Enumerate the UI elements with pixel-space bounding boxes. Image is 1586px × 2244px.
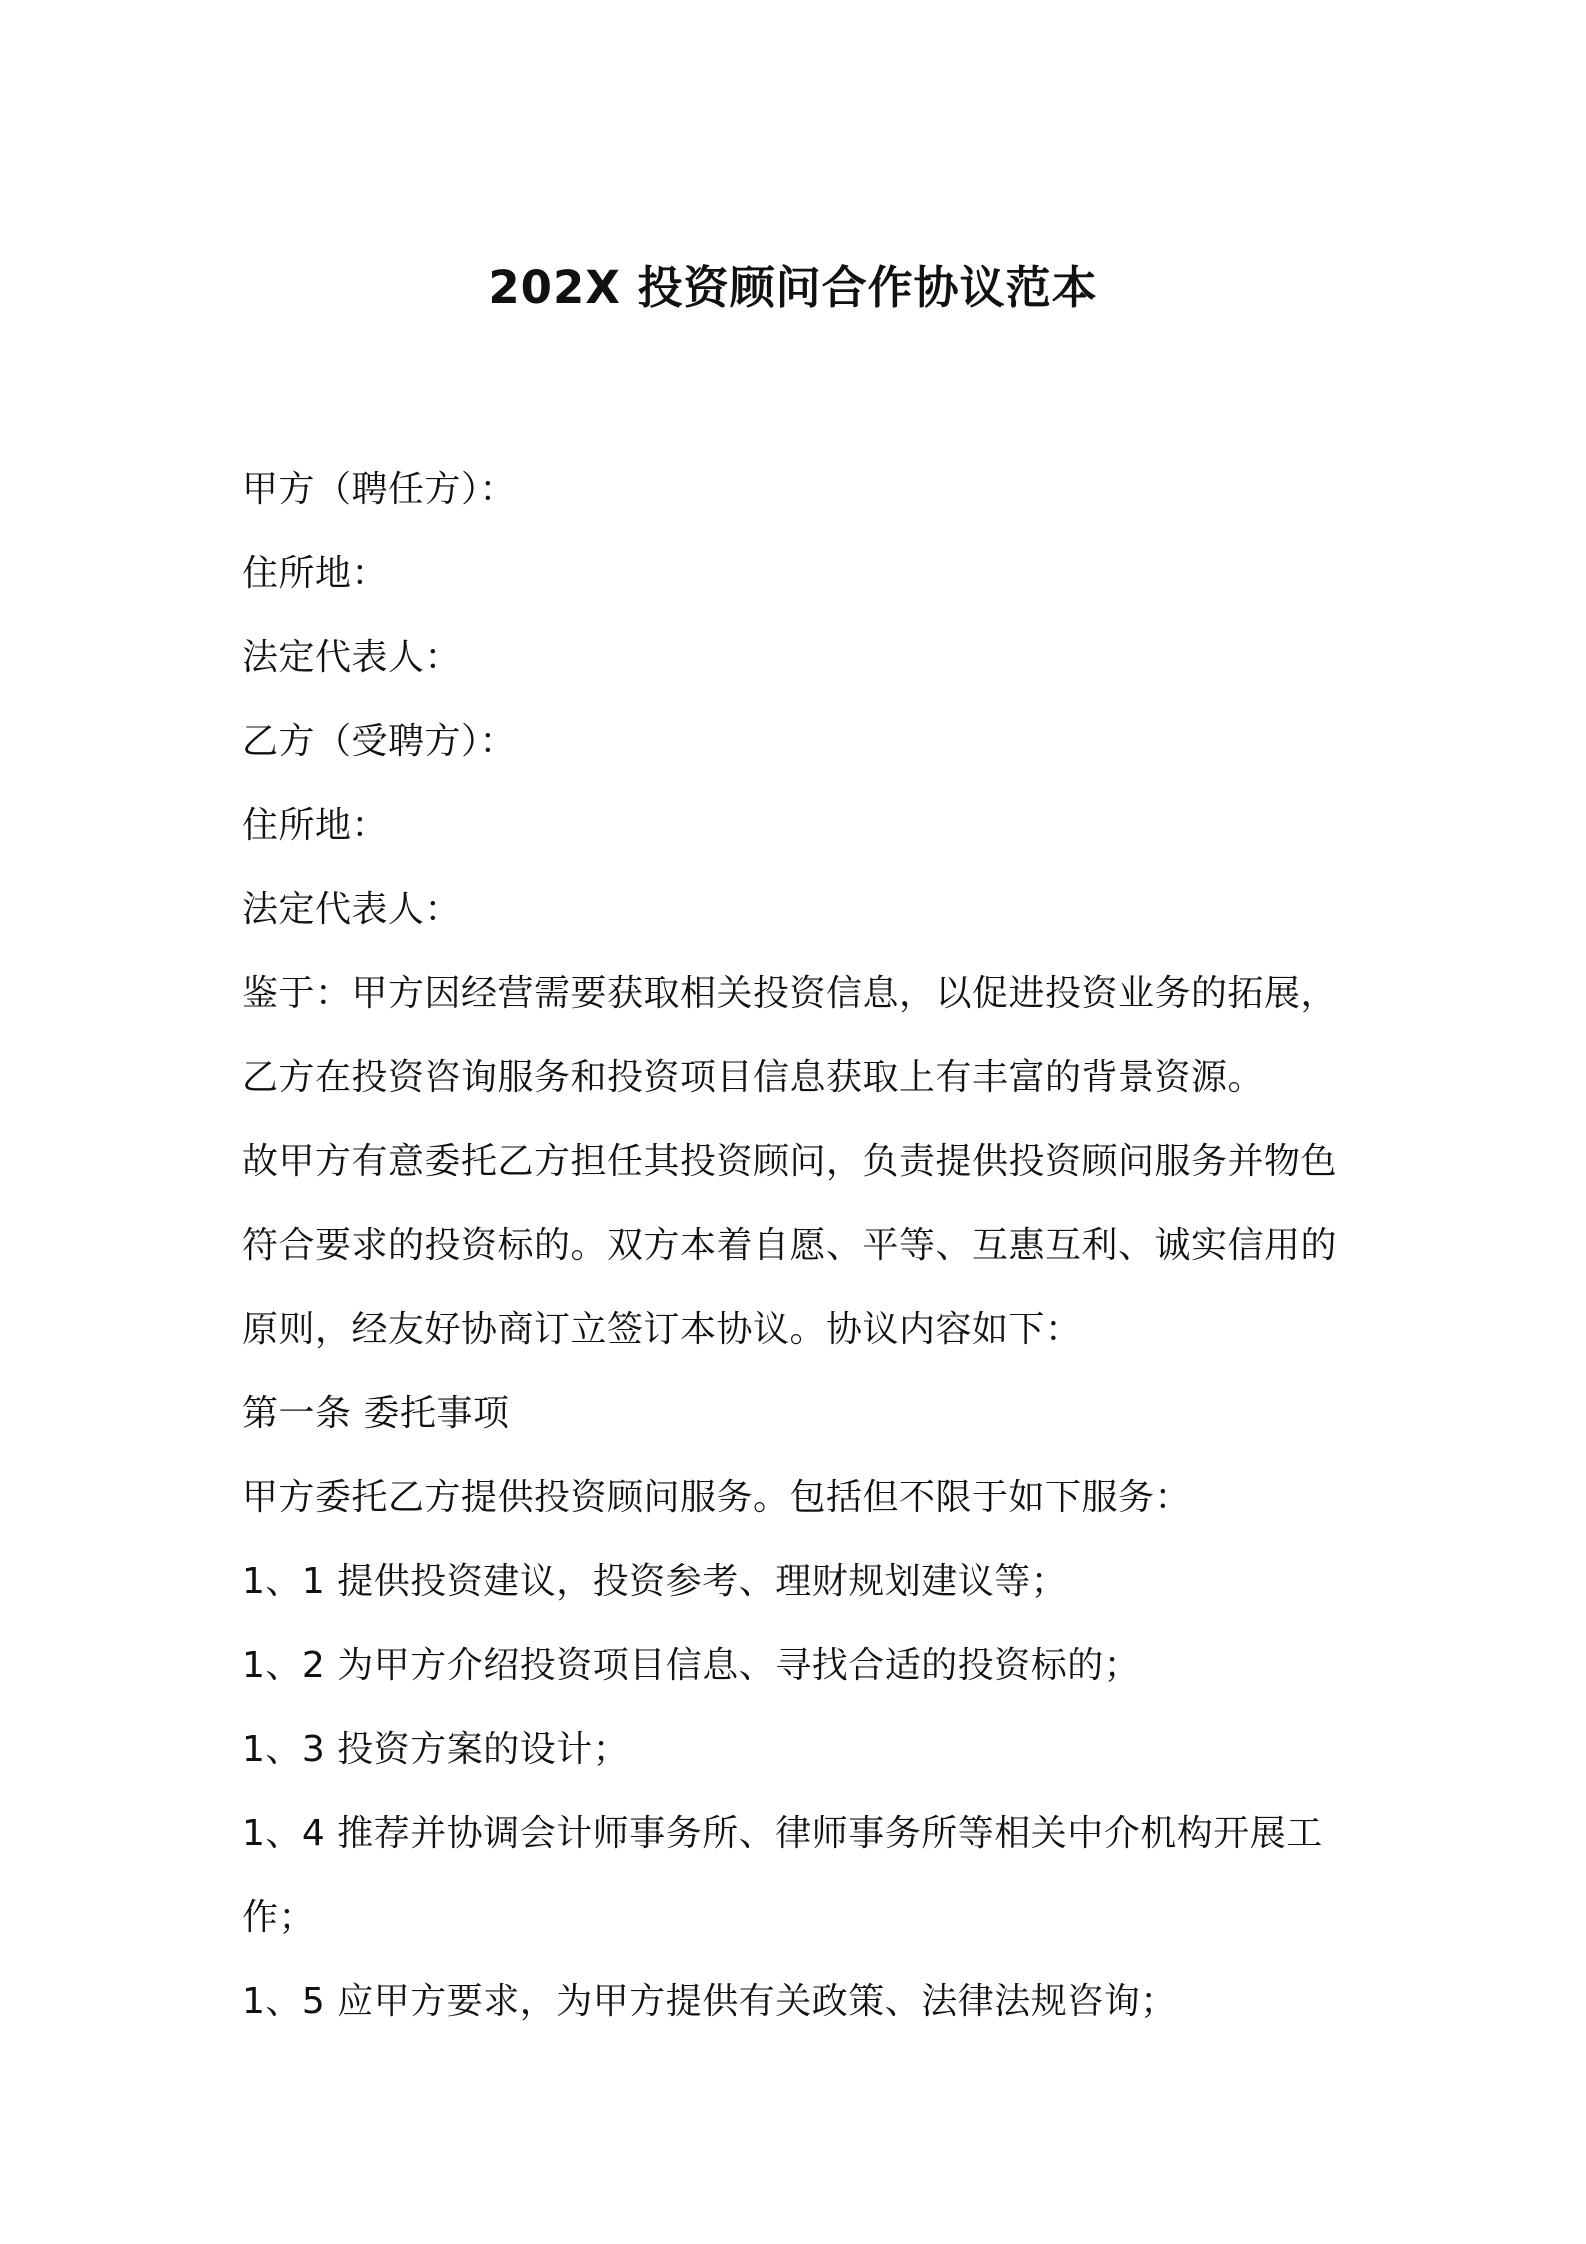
party-a-representative-line: 法定代表人： [242, 637, 462, 678]
clause-line: 1、2 为甲方介绍投资项目信息、寻找合适的投资标的； [242, 1645, 1141, 1686]
preamble-line: 鉴于：甲方因经营需要获取相关投资信息，以促进投资业务的拓展， [242, 973, 1338, 1014]
preamble-line: 故甲方有意委托乙方担任其投资顾问，负责提供投资顾问服务并物色 [242, 1141, 1338, 1182]
article-heading: 第一条 委托事项 [242, 1393, 510, 1434]
document-title: 202X 投资顾问合作协议范本 [488, 261, 1098, 314]
preamble-line: 乙方在投资咨询服务和投资项目信息获取上有丰富的背景资源。 [242, 1057, 1265, 1098]
clause-line: 1、1 提供投资建议，投资参考、理财规划建议等； [242, 1561, 1068, 1602]
party-a-address-line: 住所地： [242, 553, 389, 594]
party-b-address-line: 住所地： [242, 805, 389, 846]
party-b-representative-line: 法定代表人： [242, 889, 462, 930]
preamble-line: 符合要求的投资标的。双方本着自愿、平等、互惠互利、诚实信用的 [242, 1225, 1338, 1266]
party-a-line: 甲方（聘任方）： [242, 469, 517, 510]
clause-line: 作； [242, 1897, 316, 1938]
party-b-line: 乙方（受聘方）： [242, 721, 517, 762]
preamble-line: 原则，经友好协商订立签订本协议。协议内容如下： [242, 1309, 1082, 1350]
article-intro-line: 甲方委托乙方提供投资顾问服务。包括但不限于如下服务： [242, 1477, 1192, 1518]
clause-line: 1、5 应甲方要求，为甲方提供有关政策、法律法规咨询； [242, 1981, 1177, 2022]
clause-line: 1、3 投资方案的设计； [242, 1729, 630, 1770]
clause-line: 1、4 推荐并协调会计师事务所、律师事务所等相关中介机构开展工 [242, 1813, 1323, 1854]
document-body [242, 448, 1362, 2044]
